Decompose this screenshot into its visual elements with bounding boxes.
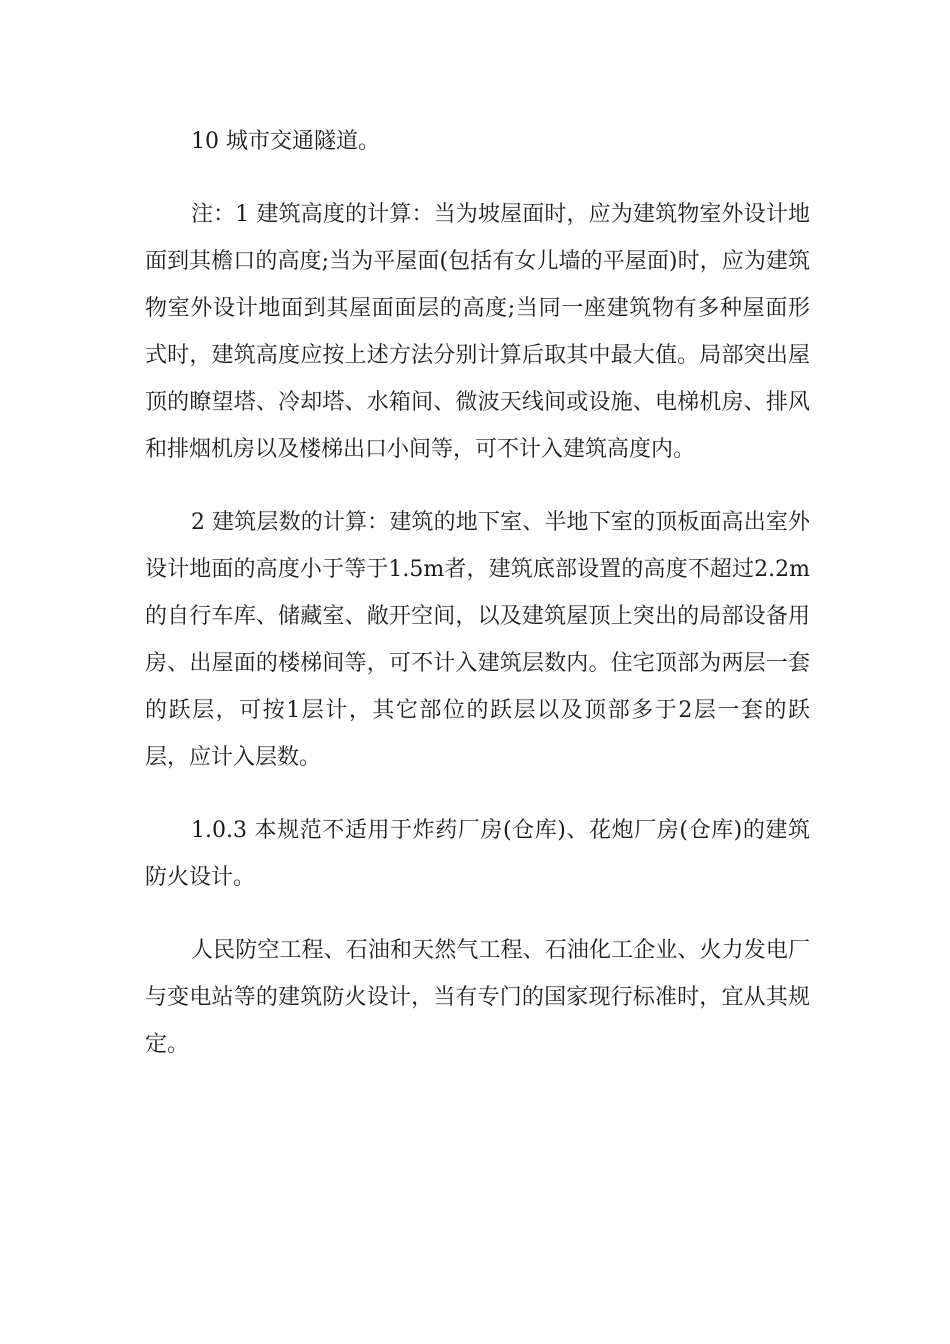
paragraph-special-standards: 人民防空工程、石油和天然气工程、石油化工企业、火力发电厂与变电站等的建筑防火设计，当有专门的国家现行标准时，宜从其规定。 [145,938,810,1057]
document-body [145,118,810,1068]
paragraph-note-building-height: 注：1 建筑高度的计算：当为坡屋面时，应为建筑物室外设计地面到其檐口的高度;当为平屋面(包括有女儿墙的平屋面)时，应为建筑物室外设计地面到其屋面面层的高度;当同一座建筑物有多种屋面形式时，建筑高度应按上述方法分别计算后取其中最大值。局部突出屋顶的瞭望塔、冷却塔、水箱间、微波天线间或设施、电梯机房、排风和排烟机房以及楼梯出口小间等，可不计入建筑高度内。 [145,202,810,462]
paragraph-clause-1-0-3: 1.0.3 本规范不适用于炸药厂房(仓库)、花炮厂房(仓库)的建筑防火设计。 [145,818,810,890]
paragraph-spacer [145,473,810,499]
paragraph-spacer [145,781,810,807]
paragraph-spacer [145,901,810,927]
paragraph-spacer [145,165,810,191]
paragraph-building-floors: 2 建筑层数的计算：建筑的地下室、半地下室的顶板面高出室外设计地面的高度小于等于1.5m者，建筑底部设置的高度不超过2.2m的自行车库、储藏室、敞开空间，以及建筑屋顶上突出的局部设备用房、出屋面的楼梯间等，可不计入建筑层数内。住宅顶部为两层一套的跃层，可按1层计，其它部位的跃层以及顶部多于2层一套的跃层，应计入层数。 [145,510,810,770]
paragraph-urban-tunnel: 10 城市交通隧道。 [191,129,380,154]
